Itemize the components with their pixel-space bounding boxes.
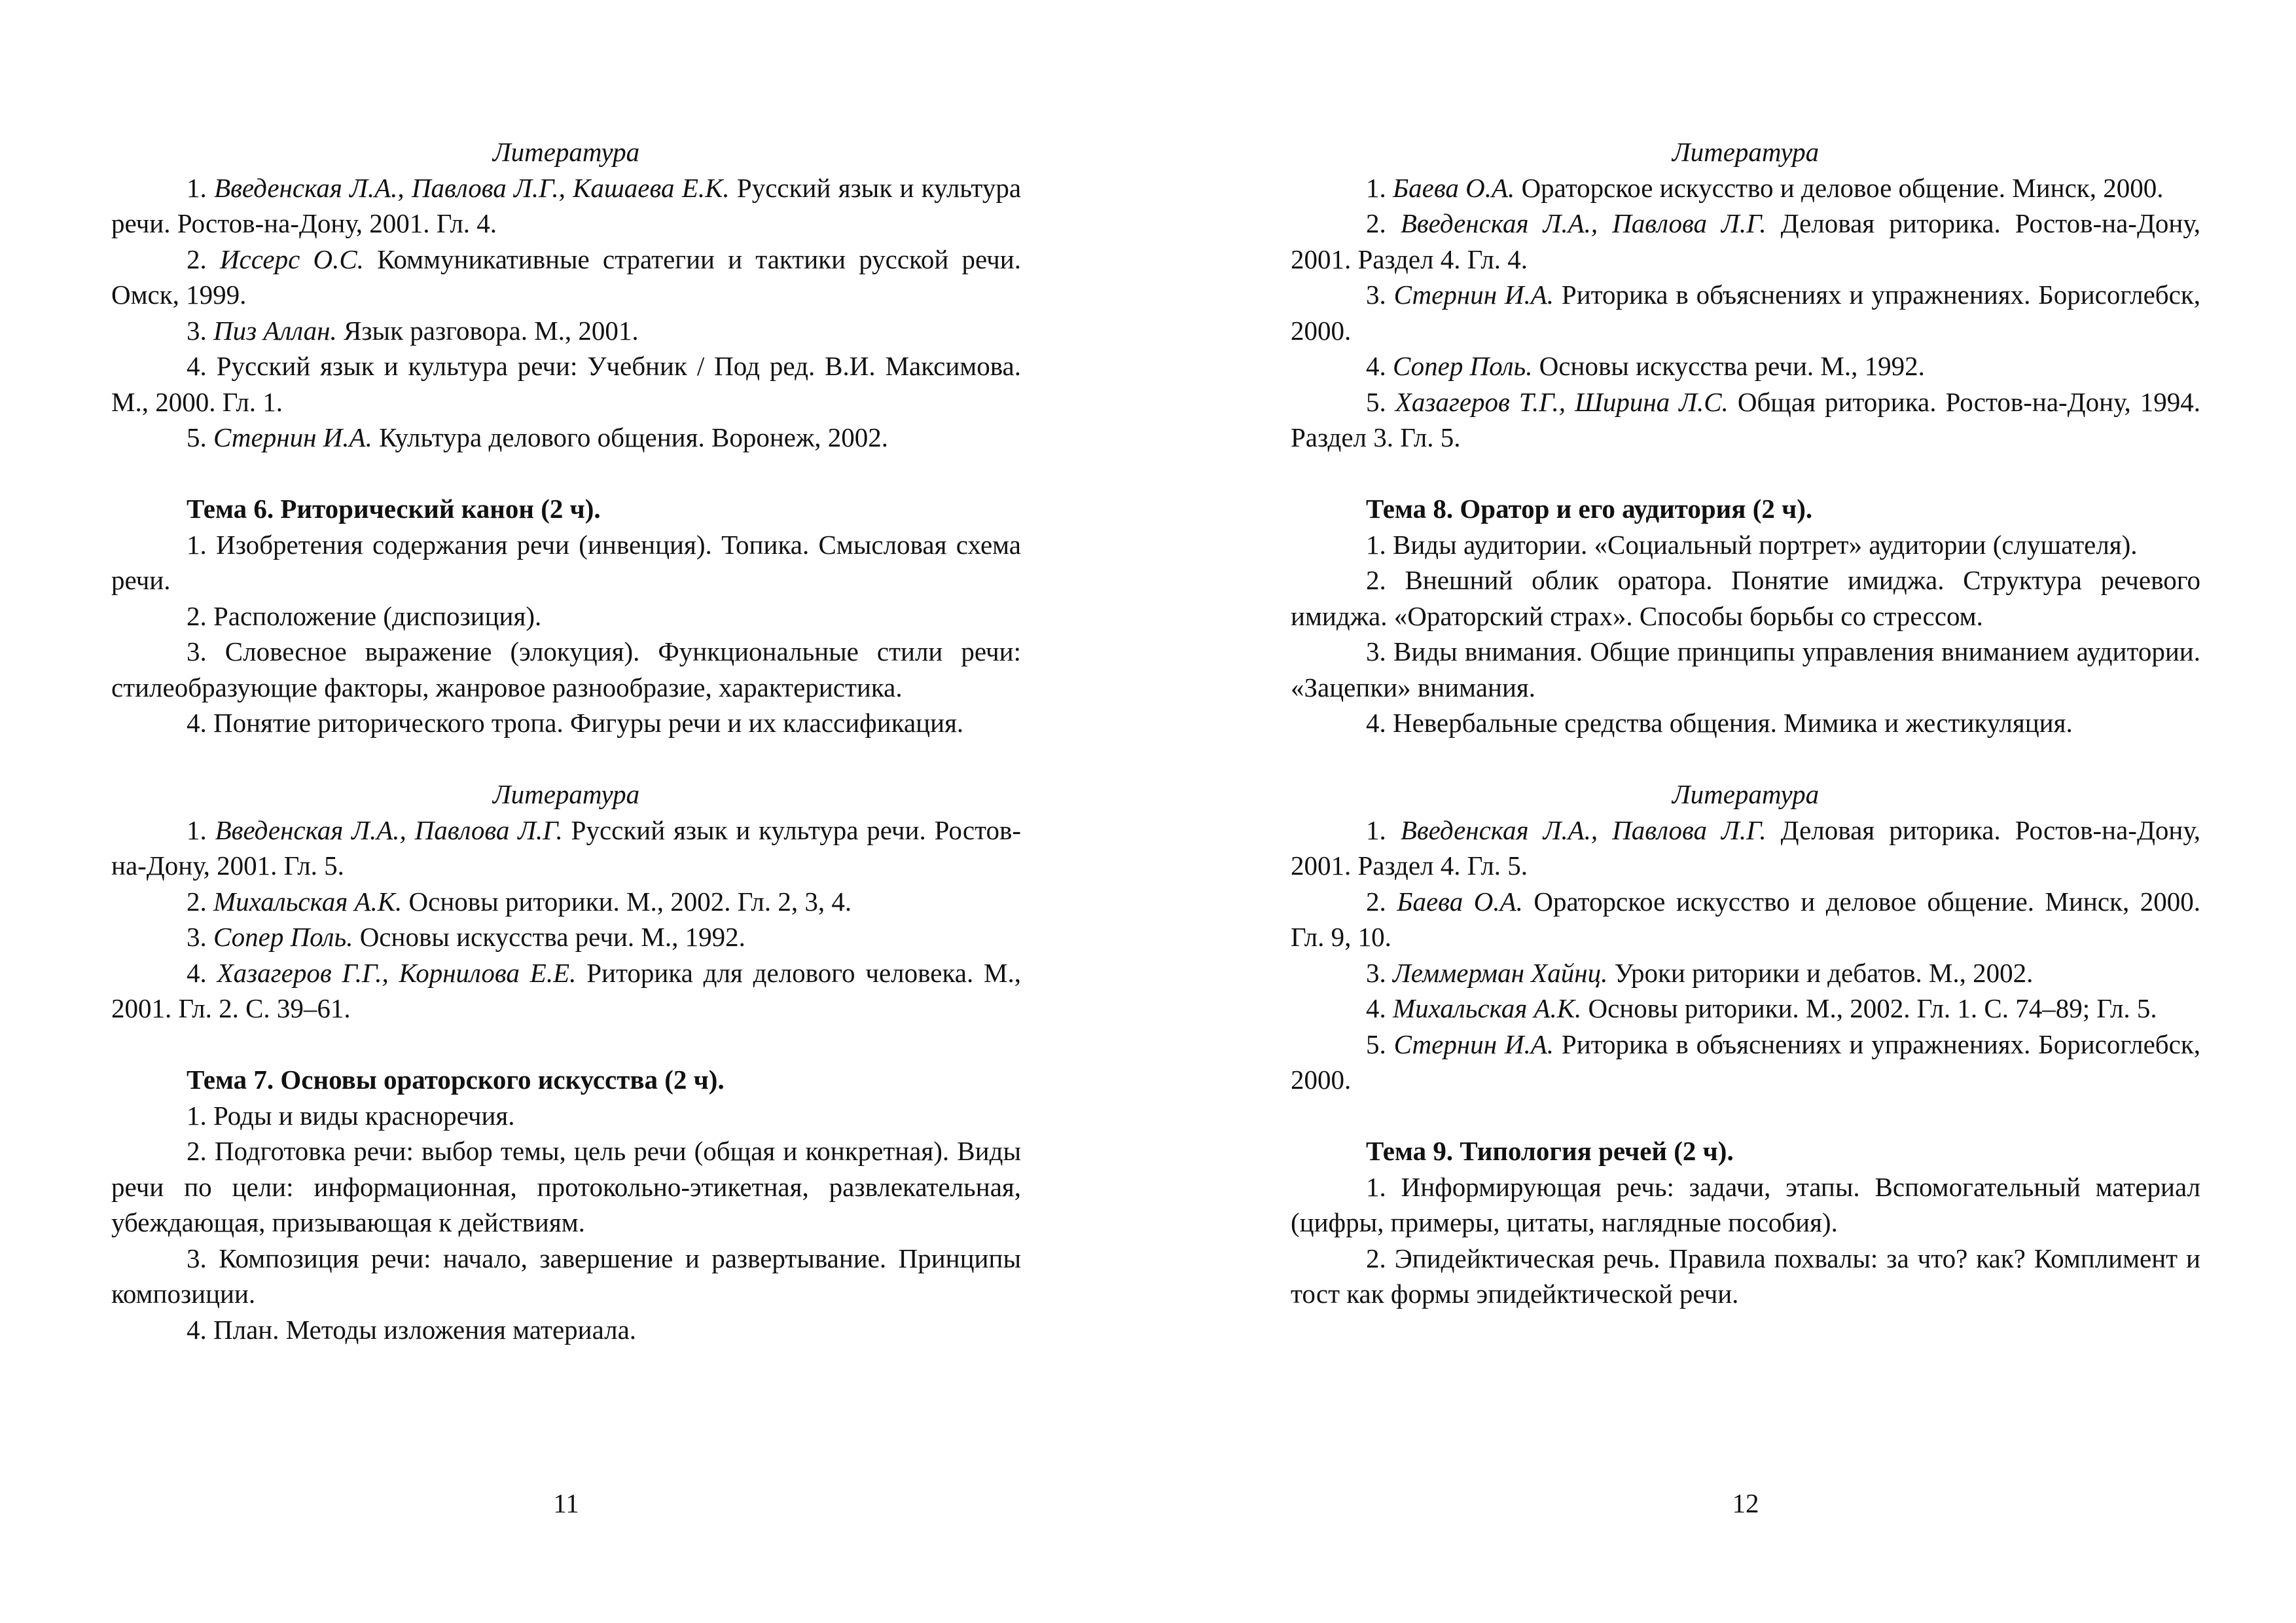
- reference-author: Сопер Поль.: [213, 922, 353, 952]
- topic-heading: Тема 6. Риторический канон (2 ч).: [187, 494, 601, 524]
- reference-author: Стернин И.А.: [1393, 1029, 1554, 1059]
- reference-item: 3. Стернин И.А. Риторика в объяснениях и упражнениях. Борисоглебск, 2000.: [1291, 280, 2200, 346]
- reference-author: Хазагеров Г.Г., Корнилова Е.Е.: [217, 957, 577, 988]
- reference-item: 4. Русский язык и культура речи: Учебник / Под ред. В.И. Максимова. М., 2000. Гл. 1.: [111, 351, 1021, 417]
- reference-author: Иссерс О.С.: [219, 244, 364, 274]
- topic-item: 1. Информирующая речь: задачи, этапы. Вспомогательный материал (цифры, примеры, цитаты, наглядные пособия).: [1291, 1171, 2200, 1237]
- reference-author: Пиз Аллан.: [213, 315, 337, 346]
- reference-author: Стернин И.А.: [213, 422, 372, 452]
- reference-item: 2. Иссерс О.С. Коммуникативные стратегии и тактики русской речи. Омск, 1999.: [111, 244, 1021, 310]
- literature-heading: Литература: [492, 779, 640, 809]
- reference-item: 5. Стернин И.А. Риторика в объяснениях и упражнениях. Борисоглебск, 2000.: [1291, 1029, 2200, 1095]
- reference-item: 5. Стернин И.А. Культура делового общения. Воронеж, 2002.: [187, 422, 889, 452]
- reference-author: Леммерман Хайнц.: [1393, 957, 1608, 988]
- reference-author: Михальская А.К.: [213, 886, 403, 917]
- reference-item: 3. Леммерман Хайнц. Уроки риторики и дебатов. М., 2002.: [1366, 957, 2034, 988]
- reference-item: 4. Сопер Поль. Основы искусства речи. М., 1992.: [1366, 351, 1925, 381]
- right-page-body: [1291, 134, 2200, 1312]
- literature-heading: Литература: [1672, 779, 1820, 809]
- reference-item: 5. Хазагеров Т.Г., Ширина Л.С. Общая риторика. Ростов-на-Дону, 1994. Раздел 3. Гл. 5.: [1291, 386, 2200, 452]
- left-page: [111, 0, 1021, 1623]
- reference-item: 3. Пиз Аллан. Язык разговора. М., 2001.: [187, 315, 639, 346]
- reference-author: Введенская Л.А., Павлова Л.Г.: [215, 814, 563, 845]
- reference-author: Михальская А.К.: [1393, 993, 1582, 1023]
- reference-item: 3. Сопер Поль. Основы искусства речи. М., 1992.: [187, 922, 745, 952]
- reference-item: 1. Введенская Л.А., Павлова Л.Г., Кашаева Е.К. Русский язык и культура речи. Ростов-на-Дону, 2001. Гл. 4.: [111, 172, 1022, 238]
- topic-heading: Тема 7. Основы ораторского искусства (2 ч).: [187, 1065, 725, 1095]
- topic-item: 3. Словесное выражение (элокуция). Функциональные стили речи: стилеобразующие факторы, жанровое разнообразие, характеристика.: [111, 636, 1021, 702]
- right-page: [1291, 0, 2200, 1623]
- reference-item: 2. Михальская А.К. Основы риторики. М., 2002. Гл. 2, 3, 4.: [187, 886, 852, 917]
- topic-heading: Тема 8. Оратор и его аудитория (2 ч).: [1366, 494, 1813, 524]
- reference-item: 1. Баева О.А. Ораторское искусство и деловое общение. Минск, 2000.: [1366, 172, 2164, 203]
- reference-author: Введенская Л.А., Павлова Л.Г., Кашаева Е.К.: [214, 172, 730, 203]
- reference-author: Хазагеров Т.Г., Ширина Л.С.: [1395, 386, 1729, 417]
- topic-item: 2. Расположение (диспозиция).: [187, 600, 542, 631]
- topic-item: 1. Изобретения содержания речи (инвенция). Топика. Смысловая схема речи.: [111, 529, 1021, 595]
- reference-author: Сопер Поль.: [1393, 351, 1533, 381]
- literature-heading: Литература: [492, 137, 640, 167]
- topic-item: 1. Роды и виды красноречия.: [187, 1100, 515, 1131]
- topic-item: 4. Невербальные средства общения. Мимика и жестикуляция.: [1366, 708, 2073, 738]
- topic-heading: Тема 9. Типология речей (2 ч).: [1366, 1136, 1734, 1166]
- reference-item: 1. Введенская Л.А., Павлова Л.Г. Деловая риторика. Ростов-на-Дону, 2001. Раздел 4. Гл. 5.: [1291, 814, 2200, 881]
- reference-author: Баева О.А.: [1397, 886, 1523, 917]
- reference-author: Баева О.А.: [1393, 172, 1515, 203]
- reference-author: Введенская Л.А., Павлова Л.Г.: [1400, 208, 1767, 238]
- reference-item: 2. Баева О.А. Ораторское искусство и деловое общение. Минск, 2000. Гл. 9, 10.: [1291, 886, 2200, 952]
- topic-item: 3. Виды внимания. Общие принципы управления вниманием аудитории. «Зацепки» внимания.: [1291, 636, 2200, 702]
- topic-item: 2. Эпидейктическая речь. Правила похвалы: за что? как? Комплимент и тост как формы эпидейктической речи.: [1291, 1243, 2200, 1309]
- left-page-body: [111, 134, 1021, 1347]
- page-number: 11: [553, 1488, 579, 1518]
- reference-author: Введенская Л.А., Павлова Л.Г.: [1400, 814, 1767, 845]
- topic-item: 3. Композиция речи: начало, завершение и развертывание. Принципы композиции.: [111, 1243, 1021, 1309]
- reference-item: 4. Михальская А.К. Основы риторики. М., 2002. Гл. 1. С. 74–89; Гл. 5.: [1366, 993, 2157, 1023]
- literature-heading: Литература: [1672, 137, 1820, 167]
- topic-item: 4. Понятие риторического тропа. Фигуры речи и их классификация.: [187, 708, 964, 738]
- page-number: 12: [1732, 1488, 1759, 1518]
- topic-item: 2. Подготовка речи: выбор темы, цель речи (общая и конкретная). Виды речи по цели: информационная, протокольно-этикетная, развлекательная, убеждающая, призывающая к действиям.: [111, 1136, 1021, 1237]
- topic-item: 2. Внешний облик оратора. Понятие имиджа. Структура речевого имиджа. «Ораторский страх». Способы борьбы со стрессом.: [1291, 565, 2200, 631]
- topic-item: 1. Виды аудитории. «Социальный портрет» аудитории (слушателя).: [1366, 529, 2138, 560]
- reference-item: 4. Хазагеров Г.Г., Корнилова Е.Е. Риторика для делового человека. М., 2001. Гл. 2. С. 39–61.: [111, 957, 1022, 1023]
- topic-item: 4. План. Методы изложения материала.: [187, 1314, 637, 1345]
- reference-author: Стернин И.А.: [1393, 280, 1554, 310]
- reference-item: 2. Введенская Л.А., Павлова Л.Г. Деловая риторика. Ростов-на-Дону, 2001. Раздел 4. Гл. 4.: [1291, 208, 2200, 274]
- reference-item: 1. Введенская Л.А., Павлова Л.Г. Русский язык и культура речи. Ростов-на-Дону, 2001. Гл. 5.: [111, 814, 1021, 881]
